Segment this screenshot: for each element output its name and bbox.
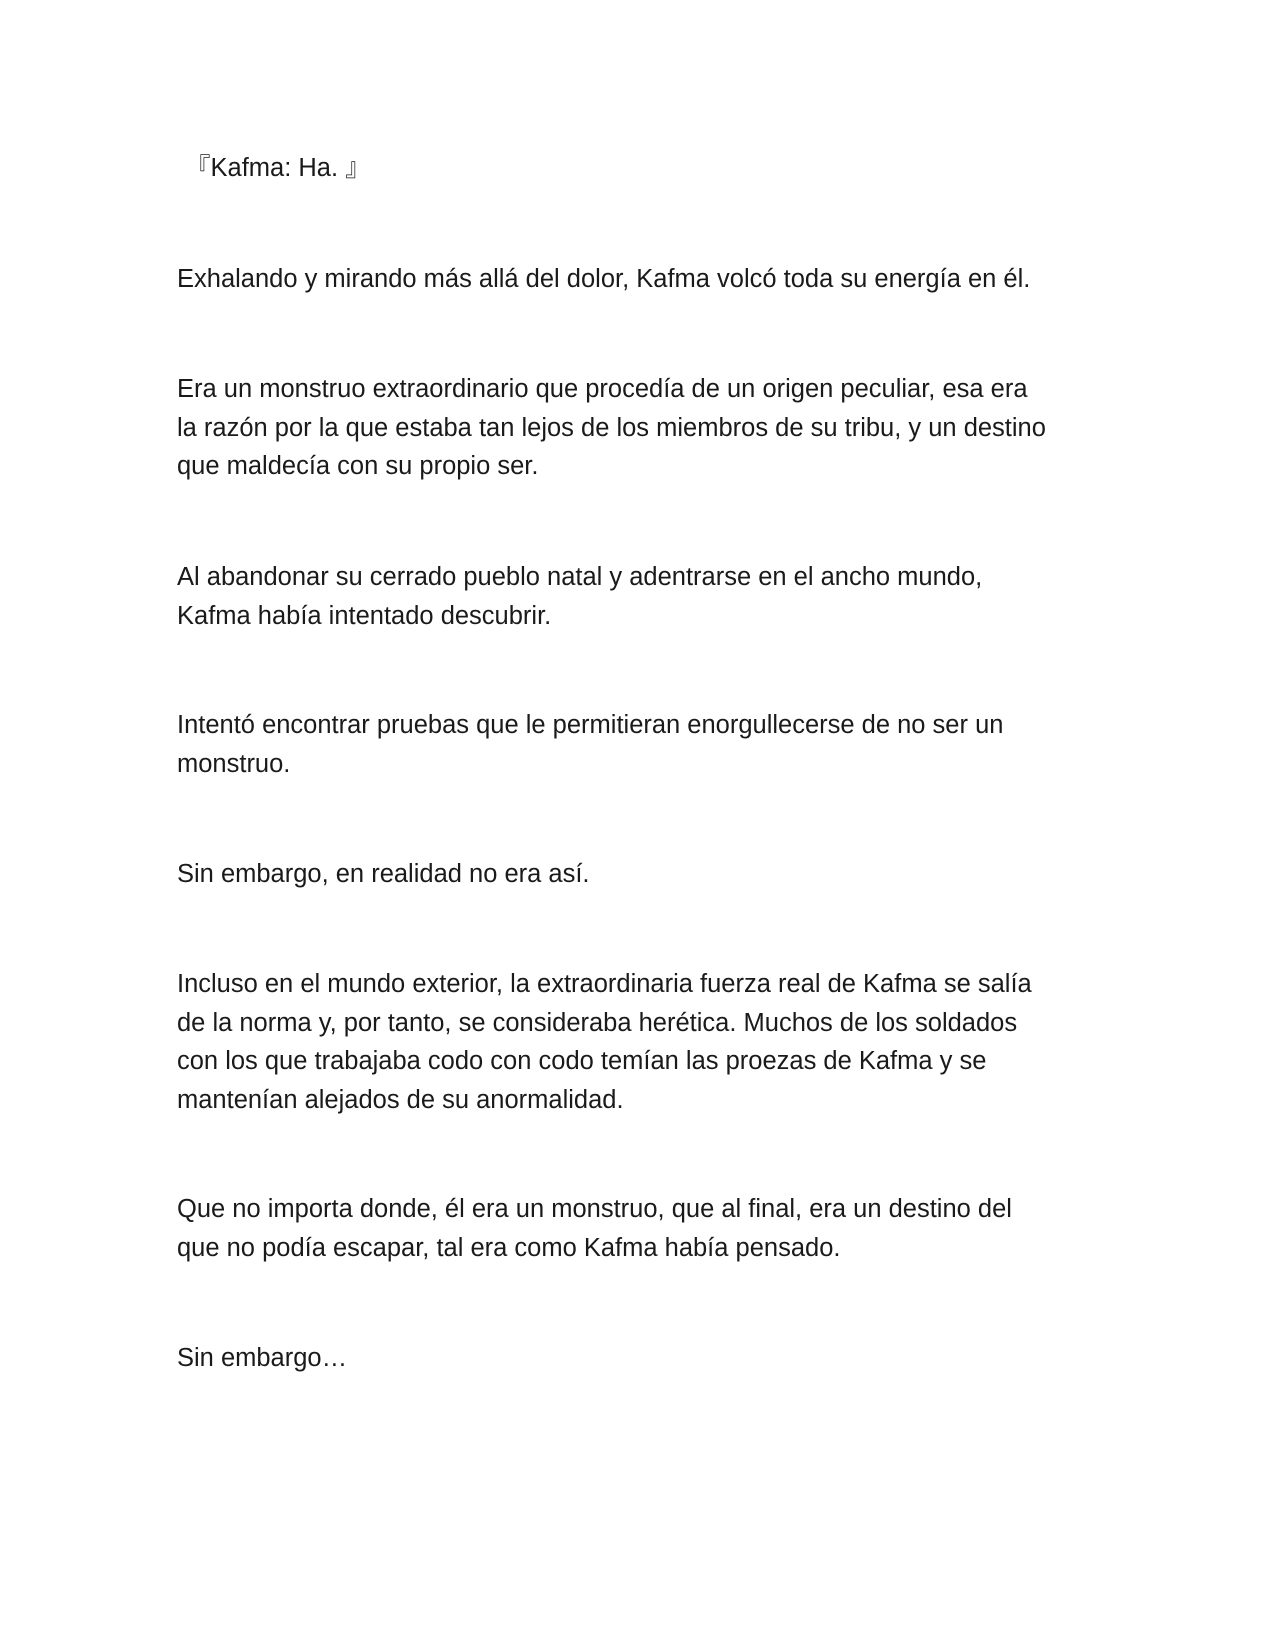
paragraph: Sin embargo, en realidad no era así. (177, 860, 590, 888)
paragraph: Era un monstruo extraordinario que procedía de un origen peculiar, esa era la razón por la que estaba tan lejos de los miembros de su tribu, y un destino que maldecía con su propio ser. (177, 375, 1046, 480)
dialogue-line: 『Kafma: Ha. 』 (185, 154, 371, 182)
paragraph: Incluso en el mundo exterior, la extraordinaria fuerza real de Kafma se salía de la norma y, por tanto, se consideraba herética. Muchos de los soldados con los que trabajaba codo con codo temían las proezas de Kafma y se mantenían alejados de su anormalidad. (177, 970, 1032, 1114)
paragraph: Al abandonar su cerrado pueblo natal y adentrarse en el ancho mundo, Kafma había intentado descubrir. (177, 563, 983, 630)
paragraph: Exhalando y mirando más allá del dolor, Kafma volcó toda su energía en él. (177, 265, 1031, 293)
paragraph: Intentó encontrar pruebas que le permitieran enorgullecerse de no ser un monstruo. (177, 711, 1004, 778)
paragraph: Sin embargo… (177, 1344, 348, 1372)
paragraph: Que no importa donde, él era un monstruo, que al final, era un destino del que no podía escapar, tal era como Kafma había pensado. (177, 1195, 1012, 1262)
